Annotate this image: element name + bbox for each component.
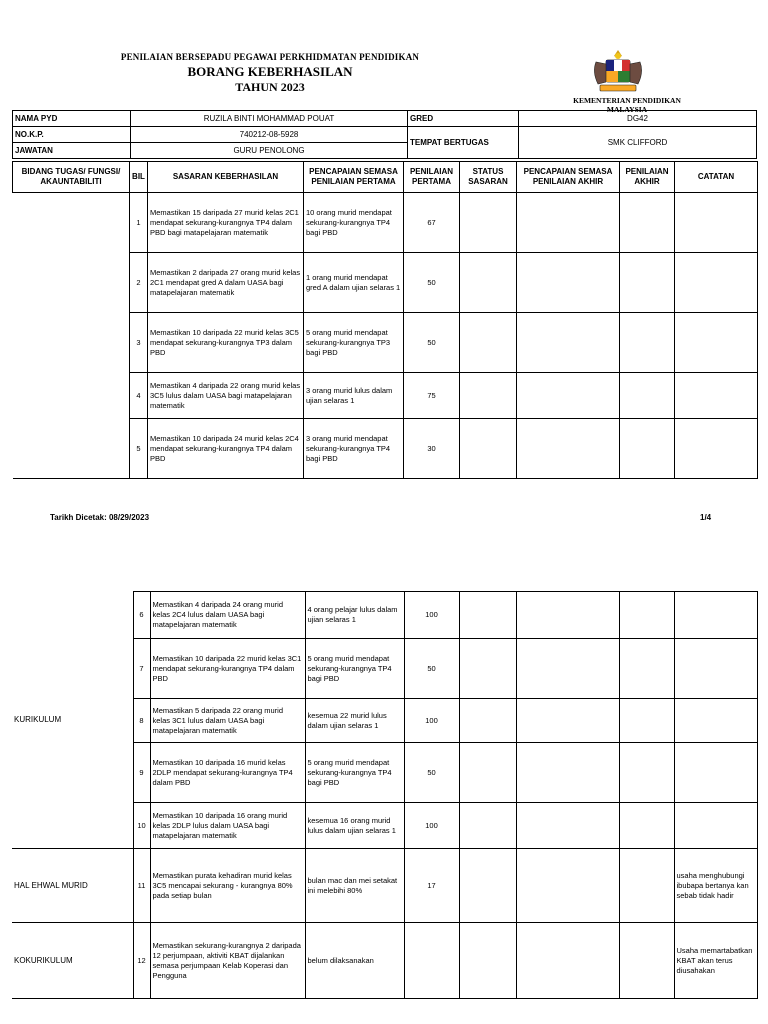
row-sasaran: Memastikan 10 daripada 16 murid kelas 2DLP mendapat sekurang-kurangnya TP4 dalam PBD: [150, 743, 305, 803]
row-pencapaian-akhir: [516, 699, 619, 743]
tempat-label: TEMPAT BERTUGAS: [408, 127, 519, 159]
row-penilaian-akhir: [619, 699, 674, 743]
row-sasaran: Memastikan 10 daripada 22 murid kelas 3C5 mendapat sekurang-kurangnya TP3 dalam PBD: [148, 313, 304, 373]
col-penilaian-pertama: PENILAIAN PERTAMA: [404, 162, 460, 193]
row-penilaian: 30: [404, 419, 460, 479]
nama-value: RUZILA BINTI MOHAMMAD POUAT: [131, 111, 408, 127]
row-pencapaian: kesemua 16 orang murid lulus dalam ujian selaras 1: [305, 803, 404, 849]
page-number: 1/4: [700, 513, 712, 522]
row-catatan: [675, 313, 758, 373]
table-row: [12, 923, 757, 999]
row-catatan: [674, 592, 757, 639]
row-pencapaian: belum dilaksanakan: [305, 923, 404, 999]
row-pencapaian-akhir: [516, 803, 619, 849]
malaysia-crest-icon: [588, 48, 648, 94]
row-bil: 8: [133, 699, 150, 743]
row-penilaian-akhir: [619, 743, 674, 803]
row-bil: 7: [133, 639, 150, 699]
row-catatan: [675, 193, 758, 253]
row-sasaran: Memastikan 5 daripada 22 orang murid kelas 3C1 lulus dalam UASA bagi matapelajaran matematik: [150, 699, 305, 743]
row-catatan: Usaha memartabatkan KBAT akan terus diusahakan: [674, 923, 757, 999]
row-penilaian: 75: [404, 373, 460, 419]
row-status: [459, 803, 516, 849]
row-pencapaian-akhir: [517, 253, 620, 313]
row-sasaran: Memastikan sekurang-kurangnya 2 daripada 12 perjumpaan, aktiviti KBAT dijalankan semasa perjumpaan Kelab Koperasi dan Pengguna: [150, 923, 305, 999]
row-pencapaian: 1 orang murid mendapat gred A dalam ujian selaras 1: [304, 253, 404, 313]
col-catatan: CATATAN: [675, 162, 758, 193]
row-penilaian: 17: [404, 849, 459, 923]
form-year: TAHUN 2023: [235, 80, 305, 94]
row-pencapaian-akhir: [517, 313, 620, 373]
row-catatan: usaha menghubungi ibubapa bertanya kan sebab tidak hadir: [674, 849, 757, 923]
col-penilaian-akhir: PENILAIAN AKHIR: [620, 162, 675, 193]
ministry-label: KEMENTERIAN PENDIDIKAN MALAYSIA: [573, 96, 681, 114]
row-pencapaian-akhir: [516, 639, 619, 699]
col-pencapaian-pertama: PENCAPAIAN SEMASA PENILAIAN PERTAMA: [304, 162, 404, 193]
row-penilaian: 50: [404, 313, 460, 373]
row-penilaian-akhir: [620, 193, 675, 253]
row-status: [460, 193, 517, 253]
row-status: [459, 699, 516, 743]
row-pencapaian: 4 orang pelajar lulus dalam ujian selaras 1: [305, 592, 404, 639]
print-date: Tarikh Dicetak: 08/29/2023: [50, 513, 150, 522]
row-sasaran: Memastikan 4 daripada 24 orang murid kelas 2C4 lulus dalam UASA bagi matapelajaran matematik: [150, 592, 305, 639]
col-pencapaian-akhir: PENCAPAIAN SEMASA PENILAIAN AKHIR: [517, 162, 620, 193]
row-bil: 4: [130, 373, 148, 419]
row-bil: 6: [133, 592, 150, 639]
row-bil: 3: [130, 313, 148, 373]
row-penilaian-akhir: [620, 253, 675, 313]
row-status: [460, 253, 517, 313]
row-bil: 9: [133, 743, 150, 803]
row-catatan: [674, 699, 757, 743]
row-pencapaian: 5 orang murid mendapat sekurang-kurangnya TP3 bagi PBD: [304, 313, 404, 373]
row-pencapaian-akhir: [516, 743, 619, 803]
col-status: STATUS SASARAN: [460, 162, 517, 193]
row-sasaran: Memastikan 15 daripada 27 murid kelas 2C1 mendapat sekurang-kurangnya TP4 dalam PBD bagi matapelajaran matematik: [148, 193, 304, 253]
info-table: [12, 110, 757, 159]
row-pencapaian: 5 orang murid mendapat sekurang-kurangnya TP4 bagi PBD: [305, 743, 404, 803]
row-status: [459, 849, 516, 923]
row-bil: 11: [133, 849, 150, 923]
form-header-line1: PENILAIAN BERSEPADU PEGAWAI PERKHIDMATAN PENDIDIKAN: [120, 52, 420, 62]
row-penilaian: 100: [404, 699, 459, 743]
row-bil: 10: [133, 803, 150, 849]
row-pencapaian: 3 orang murid mendapat sekurang-kurangnya TP4 bagi PBD: [304, 419, 404, 479]
row-penilaian: [404, 923, 459, 999]
bidang-kurikulum: KURIKULUM: [12, 592, 133, 849]
col-bil: BIL: [130, 162, 148, 193]
row-penilaian: 100: [404, 803, 459, 849]
row-bil: 2: [130, 253, 148, 313]
row-catatan: [674, 639, 757, 699]
gred-value: DG42: [519, 111, 757, 127]
row-penilaian-akhir: [619, 923, 674, 999]
row-penilaian-akhir: [619, 849, 674, 923]
row-status: [460, 373, 517, 419]
row-sasaran: Memastikan 2 daripada 27 orang murid kelas 2C1 mendapat gred A dalam UASA bagi matapelajaran matematik: [148, 253, 304, 313]
row-penilaian: 100: [404, 592, 459, 639]
row-sasaran: Memastikan 10 daripada 16 orang murid kelas 2DLP lulus dalam UASA bagi matapelajaran matematik: [150, 803, 305, 849]
nokp-value: 740212-08-5928: [131, 127, 408, 143]
row-status: [459, 639, 516, 699]
row-bil: 12: [133, 923, 150, 999]
row-penilaian-akhir: [619, 592, 674, 639]
row-status: [459, 743, 516, 803]
table-row: [12, 849, 757, 923]
row-catatan: [675, 373, 758, 419]
row-status: [460, 313, 517, 373]
table-row: [13, 193, 758, 253]
row-pencapaian-akhir: [517, 193, 620, 253]
bidang-hem: HAL EHWAL MURID: [12, 849, 133, 923]
row-bil: 1: [130, 193, 148, 253]
row-catatan: [675, 253, 758, 313]
col-sasaran: SASARAN KEBERHASILAN: [148, 162, 304, 193]
form-title: BORANG KEBERHASILAN: [187, 64, 353, 79]
row-penilaian: 50: [404, 639, 459, 699]
bidang-cell-blank: [13, 193, 130, 479]
table-row: [12, 592, 757, 639]
row-catatan: [674, 803, 757, 849]
row-penilaian: 50: [404, 743, 459, 803]
keberhasilan-table-page1: [12, 161, 758, 479]
bidang-kokurikulum: KOKURIKULUM: [12, 923, 133, 999]
row-status: [460, 419, 517, 479]
nokp-label: NO.K.P.: [13, 127, 131, 143]
row-catatan: [674, 743, 757, 803]
row-penilaian-akhir: [619, 803, 674, 849]
row-status: [459, 923, 516, 999]
nama-label: NAMA PYD: [13, 111, 131, 127]
keberhasilan-table-page2: [12, 591, 758, 999]
row-pencapaian-akhir: [516, 849, 619, 923]
row-sasaran: Memastikan purata kehadiran murid kelas 3C5 mencapai sekurang - kurangnya 80% pada setiap bulan: [150, 849, 305, 923]
row-pencapaian: 5 orang murid mendapat sekurang-kurangnya TP4 bagi PBD: [305, 639, 404, 699]
row-penilaian-akhir: [620, 419, 675, 479]
row-status: [459, 592, 516, 639]
gred-label: GRED: [408, 111, 519, 127]
jawatan-value: GURU PENOLONG: [131, 143, 408, 159]
row-pencapaian-akhir: [516, 923, 619, 999]
row-pencapaian: 10 orang murid mendapat sekurang-kurangnya TP4 bagi PBD: [304, 193, 404, 253]
row-pencapaian-akhir: [517, 419, 620, 479]
row-bil: 5: [130, 419, 148, 479]
row-penilaian-akhir: [619, 639, 674, 699]
row-pencapaian: bulan mac dan mei setakat ini melebihi 80%: [305, 849, 404, 923]
row-sasaran: Memastikan 4 daripada 22 orang murid kelas 3C5 lulus dalam UASA bagi matapelajaran matematik: [148, 373, 304, 419]
row-sasaran: Memastikan 10 daripada 22 murid kelas 3C1 mendapat sekurang-kurangnya TP4 dalam PBD: [150, 639, 305, 699]
row-penilaian-akhir: [620, 373, 675, 419]
row-catatan: [675, 419, 758, 479]
row-pencapaian-akhir: [517, 373, 620, 419]
row-pencapaian-akhir: [516, 592, 619, 639]
row-sasaran: Memastikan 10 daripada 24 murid kelas 2C4 mendapat sekurang-kurangnya TP4 dalam PBD: [148, 419, 304, 479]
tempat-value: SMK CLIFFORD: [519, 127, 757, 159]
row-pencapaian: kesemua 22 murid lulus dalam ujian selaras 1: [305, 699, 404, 743]
row-penilaian-akhir: [620, 313, 675, 373]
jawatan-label: JAWATAN: [13, 143, 131, 159]
row-penilaian: 67: [404, 193, 460, 253]
col-bidang: BIDANG TUGAS/ FUNGSI/ AKAUNTABILITI: [13, 162, 130, 193]
row-penilaian: 50: [404, 253, 460, 313]
row-pencapaian: 3 orang murid lulus dalam ujian selaras 1: [304, 373, 404, 419]
